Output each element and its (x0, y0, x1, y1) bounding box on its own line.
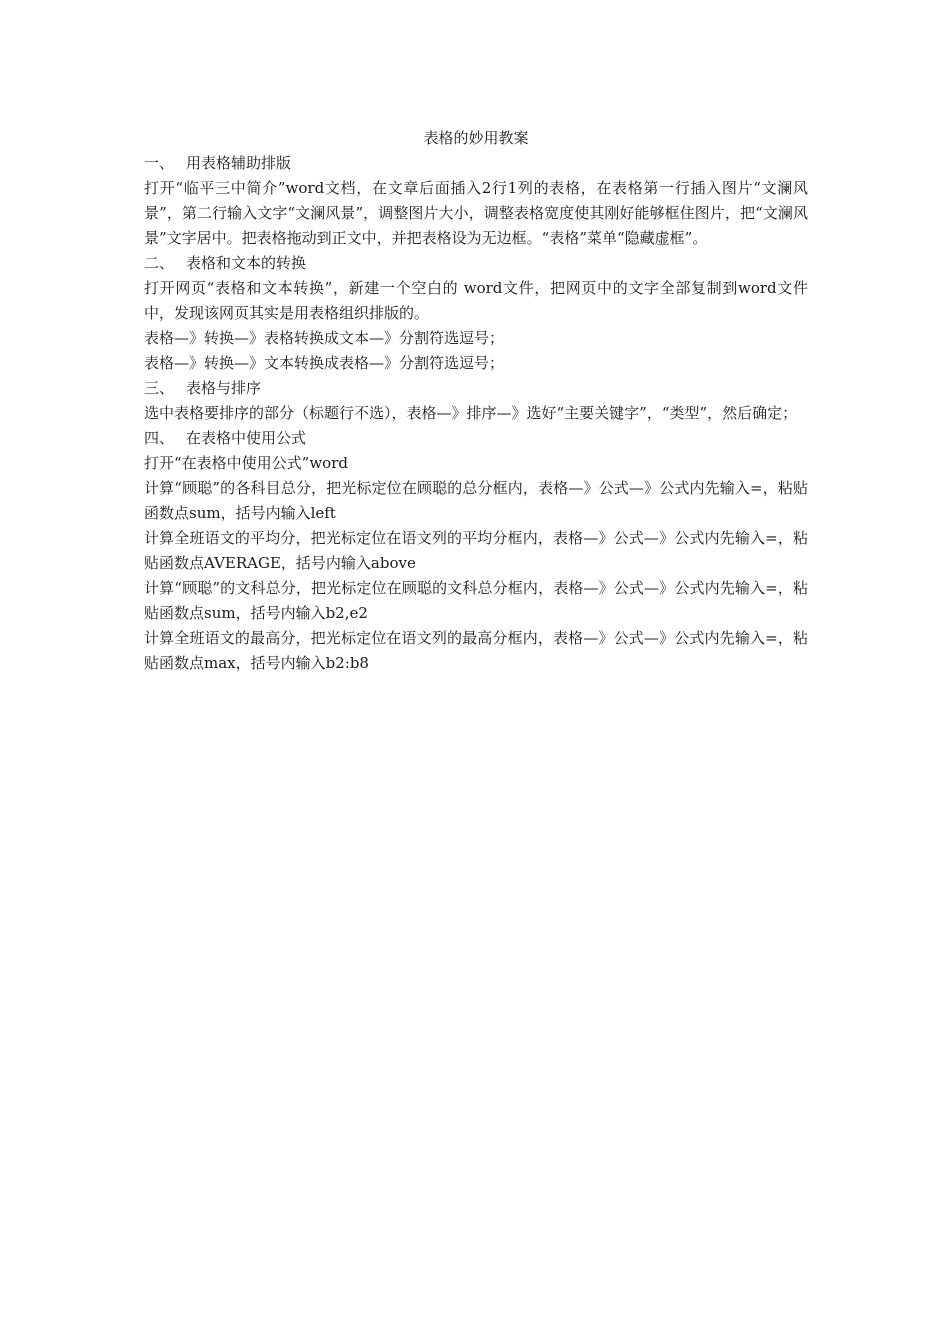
section-heading-3 (144, 376, 808, 401)
document-title: 表格的妙用教案 (423, 129, 529, 147)
section-heading-4 (144, 426, 808, 451)
paragraph: 计算“顾聪”的文科总分，把光标定位在顾聪的文科总分框内，表格—》公式—》公式内先输入=，粘贴函数点sum，括号内输入b2,e2 (144, 579, 808, 622)
paragraph: 计算“顾聪”的各科目总分，把光标定位在顾聪的总分框内，表格—》公式—》公式内先输入=，粘贴函数点sum，括号内输入left (144, 479, 808, 522)
section-heading-text: 表格和文本的转换 (186, 254, 307, 272)
section-number: 二、 (144, 254, 175, 272)
section-number: 三、 (144, 379, 175, 397)
section-heading-text: 在表格中使用公式 (186, 429, 307, 447)
paragraph: 计算全班语文的平均分，把光标定位在语文列的平均分框内，表格—》公式—》公式内先输入=，粘贴函数点AVERAGE，括号内输入above (144, 529, 808, 572)
section-number: 一、 (144, 154, 175, 172)
paragraph: 选中表格要排序的部分（标题行不选），表格—》排序—》选好“主要关键字”，“类型”，然后确定； (144, 404, 798, 422)
section-heading-text: 用表格辅助排版 (186, 154, 292, 172)
paragraph: 计算全班语文的最高分，把光标定位在语文列的最高分框内，表格—》公式—》公式内先输入=，粘贴函数点max，括号内输入b2:b8 (144, 629, 808, 672)
paragraph: 表格—》转换—》表格转换成文本—》分割符选逗号； (144, 329, 505, 347)
section-heading-2 (144, 251, 808, 276)
section-number: 四、 (144, 429, 175, 447)
document-page (144, 126, 808, 676)
paragraph: 打开“在表格中使用公式”word (144, 454, 348, 472)
section-heading-1 (144, 151, 808, 176)
paragraph: 打开“临平三中简介”word文档，在文章后面插入2行1列的表格，在表格第一行插入图片“文澜风景”，第二行输入文字“文澜风景”，调整图片大小，调整表格宽度使其刚好能够框住图片，把“文澜风景”文字居中。把表格拖动到正文中，并把表格设为无边框。“表格”菜单“隐藏虚框”。 (144, 179, 808, 247)
paragraph: 打开网页“表格和文本转换”，新建一个空白的 word文件，把网页中的文字全部复制到word文件中，发现该网页其实是用表格组织排版的。 (144, 279, 808, 322)
section-heading-text: 表格与排序 (186, 379, 262, 397)
paragraph: 表格—》转换—》文本转换成表格—》分割符选逗号； (144, 354, 505, 372)
